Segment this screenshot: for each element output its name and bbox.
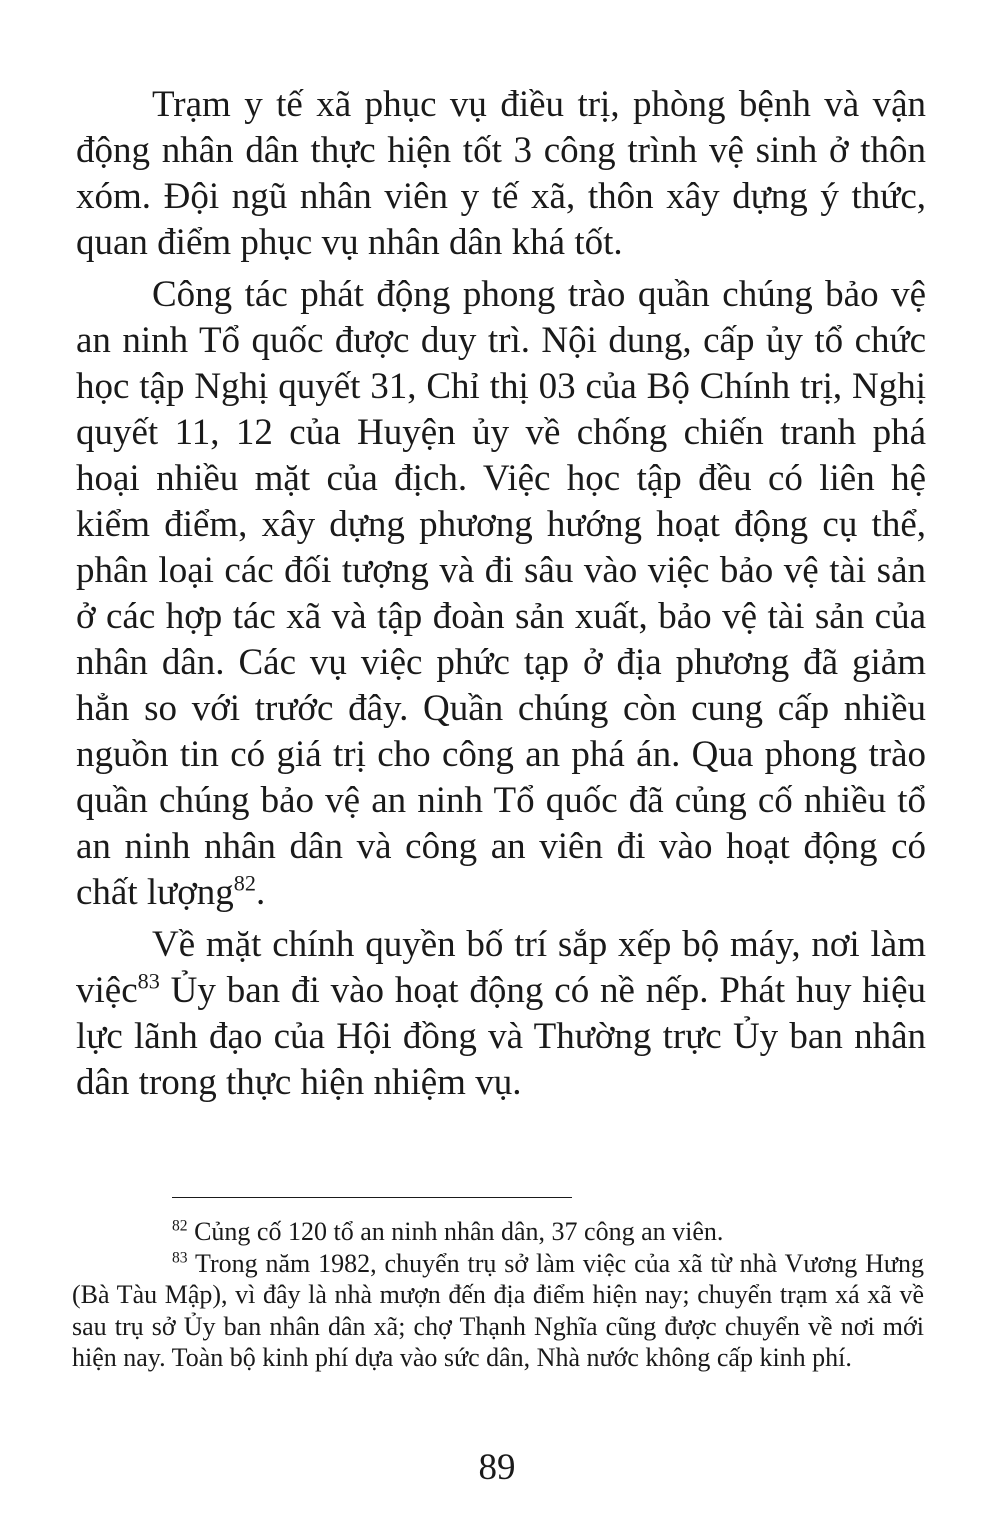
paragraph-health-station (76, 82, 926, 266)
paragraph-text: Công tác phát động phong trào quần chúng bảo vệ an ninh Tổ quốc được duy trì. Nội dung, cấp ủy tổ chức học tập Nghị quyết 31, Chỉ thị 03 của Bộ Chính trị, Nghị quyết 11, 12 của Huyện ủy về chống chiến tranh phá hoại nhiều mặt của địch. Việc học tập đều có liên hệ kiểm điểm, xây dựng phương hướng hoạt động cụ thể, phân loại các đối tượng và đi sâu vào việc bảo vệ tài sản ở các hợp tác xã và tập đoàn sản xuất, bảo vệ tài sản của nhân dân. Các vụ việc phức tạp ở địa phương đã giảm hẳn so với trước đây. Quần chúng còn cung cấp nhiều nguồn tin có giá trị cho công an phá án. Qua phong trào quần chúng bảo vệ an ninh Tổ quốc đã củng cố nhiều tổ an ninh nhân dân và công an viên đi vào hoạt động có chất lượng (76, 274, 926, 913)
footnotes (72, 1216, 924, 1374)
page-number: 89 (478, 1447, 516, 1488)
footnote-82 (72, 1216, 924, 1248)
paragraph-tail: . (255, 872, 266, 913)
paragraph-text: Trạm y tế xã phục vụ điều trị, phòng bệnh và vận động nhân dân thực hiện tốt 3 công trình vệ sinh ở thôn xóm. Đội ngũ nhân viên y tế xã, thôn xây dựng ý thức, quan điểm phục vụ nhân dân khá tốt. (76, 84, 926, 263)
footnote-text: Trong năm 1982, chuyển trụ sở làm việc của xã từ nhà Vương Hưng (Bà Tàu Mập), vì đây là nhà mượn đến địa điểm hiện nay; chuyển trạm xá xã về sau trụ sở Ủy ban nhân dân xã; chợ Thạnh Nghĩa cũng được chuyển về nơi mới hiện nay. Toàn bộ kinh phí dựa vào sức dân, Nhà nước không cấp kinh phí. (72, 1248, 924, 1372)
page-body (76, 82, 926, 1112)
footnote-ref-83[interactable]: 83 (137, 968, 160, 994)
footnote-number: 83 (172, 1248, 188, 1266)
footnote-ref-82[interactable]: 82 (233, 870, 256, 896)
footnote-83 (72, 1248, 924, 1374)
footnote-number: 82 (172, 1217, 188, 1235)
paragraph-text-before: Về mặt chính quyền bố trí sắp xếp bộ máy, nơi làm việc (76, 924, 926, 1011)
paragraph-text-after: Ủy ban đi vào hoạt động có nề nếp. Phát huy hiệu lực lãnh đạo của Hội đồng và Thường trực Ủy ban nhân dân trong thực hiện nhiệm vụ. (76, 970, 926, 1103)
paragraph-government (76, 922, 926, 1106)
footnote-text: Củng cố 120 tổ an ninh nhân dân, 37 công an viên. (187, 1217, 724, 1246)
paragraph-security-movement (76, 272, 926, 916)
footnote-divider (172, 1197, 572, 1198)
